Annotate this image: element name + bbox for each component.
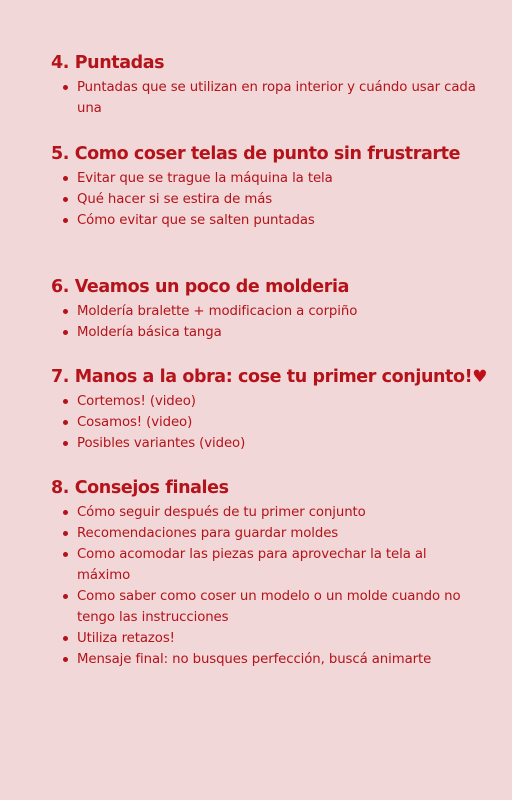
list-item: Puntadas que se utilizan en ropa interior y cuándo usar cada una <box>51 77 481 119</box>
bullet-list <box>51 391 481 454</box>
list-item: Cosamos! (video) <box>51 412 481 433</box>
list-item: Cómo seguir después de tu primer conjunto <box>51 502 481 523</box>
list-item: Moldería bralette + modificacion a corpiño <box>51 301 481 322</box>
section-heading <box>51 365 488 389</box>
section-heading: 5. Como coser telas de punto sin frustrarte <box>51 144 461 164</box>
section-consejos-finales <box>51 476 481 670</box>
bullet-list <box>51 502 481 670</box>
list-item: Evitar que se trague la máquina la tela <box>51 168 481 189</box>
section-molderia <box>51 275 481 343</box>
list-item: Recomendaciones para guardar moldes <box>51 523 481 544</box>
section-manos-a-la-obra <box>51 365 488 454</box>
section-heading: 6. Veamos un poco de molderia <box>51 277 349 297</box>
list-item: Como saber como coser un modelo o un molde cuando no tengo las instrucciones <box>51 586 481 628</box>
section-puntadas <box>51 51 481 119</box>
section-telas-de-punto <box>51 142 481 231</box>
heart-icon: ♥ <box>472 367 488 387</box>
list-item: Posibles variantes (video) <box>51 433 481 454</box>
list-item: Cómo evitar que se salten puntadas <box>51 210 481 231</box>
section-heading: 4. Puntadas <box>51 53 165 73</box>
bullet-list <box>51 301 481 343</box>
list-item: Cortemos! (video) <box>51 391 481 412</box>
list-item: Como acomodar las piezas para aprovechar la tela al máximo <box>51 544 481 586</box>
section-heading: 8. Consejos finales <box>51 478 229 498</box>
list-item: Qué hacer si se estira de más <box>51 189 481 210</box>
section-heading-text: 7. Manos a la obra: cose tu primer conjunto! <box>51 367 473 387</box>
bullet-list <box>51 168 481 231</box>
list-item: Moldería básica tanga <box>51 322 481 343</box>
list-item: Utiliza retazos! <box>51 628 481 649</box>
bullet-list <box>51 77 481 119</box>
list-item: Mensaje final: no busques perfección, buscá animarte <box>51 649 481 670</box>
